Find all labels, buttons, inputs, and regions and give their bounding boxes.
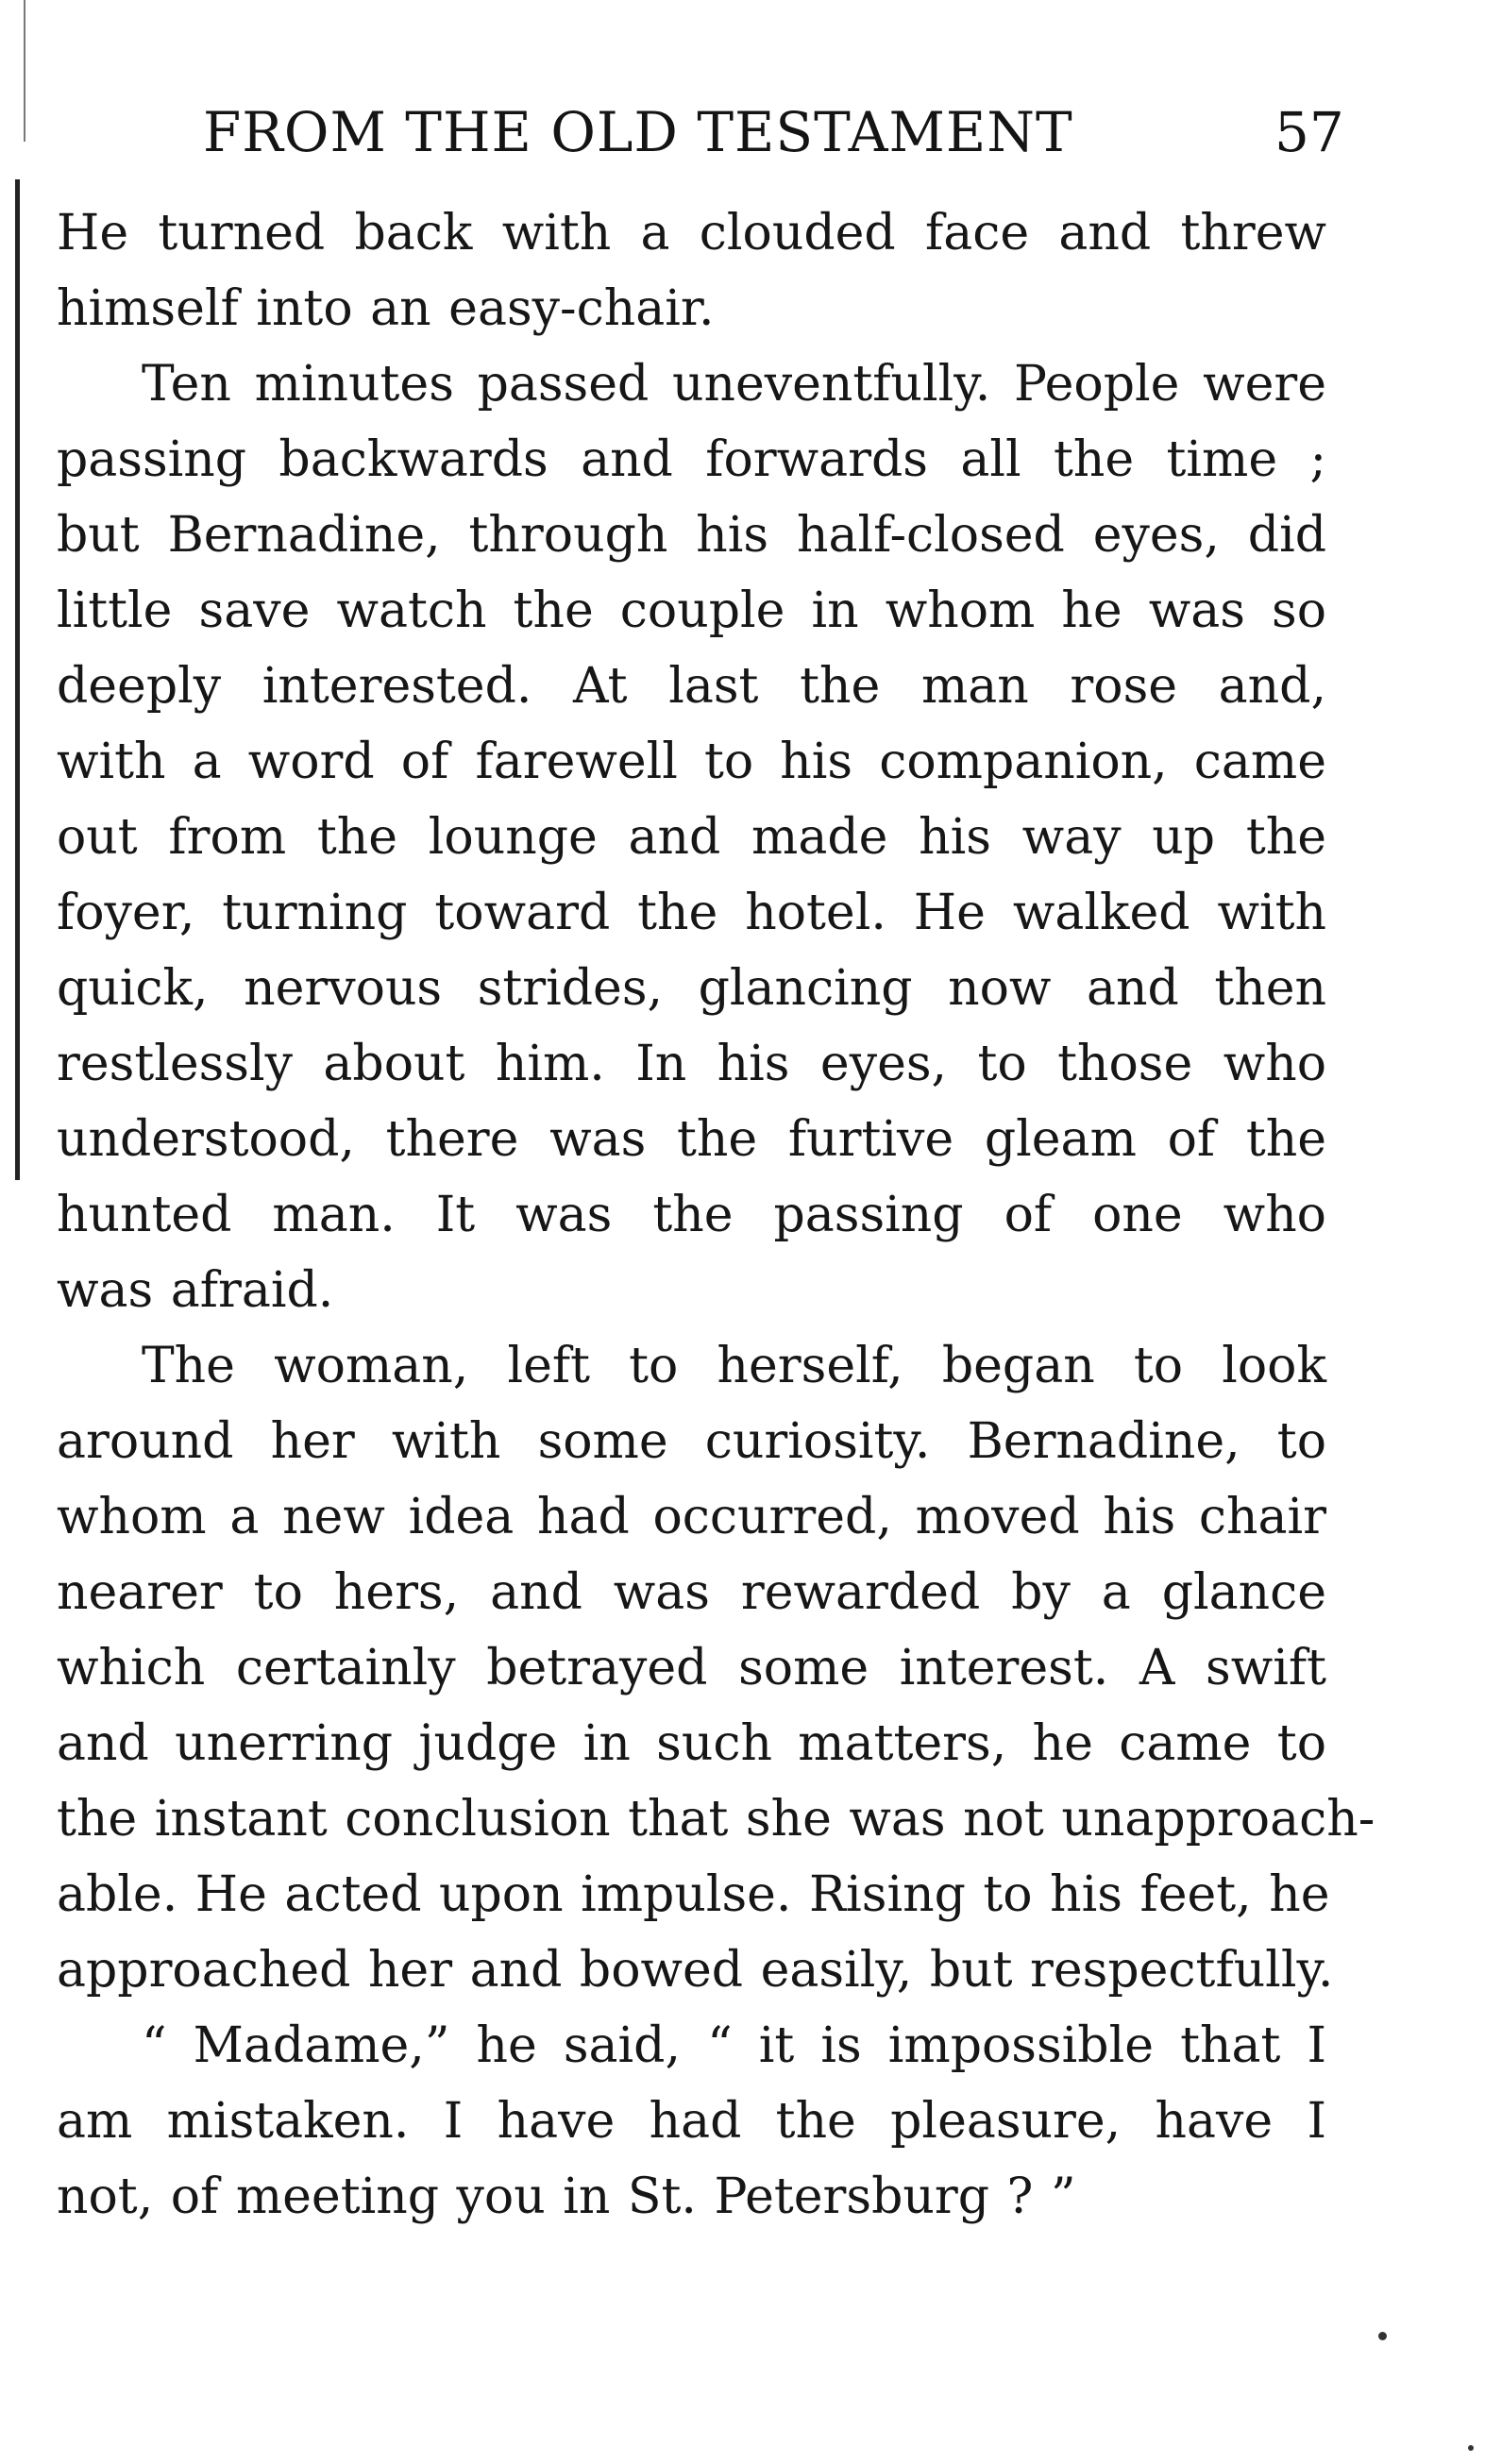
paragraph-2	[57, 346, 1326, 1328]
text-line: nearer to hers, and was rewarded by a glance	[57, 1564, 1326, 1621]
text-line: whom a new idea had occurred, moved his chair	[57, 1489, 1326, 1545]
paragraph-3	[57, 1328, 1375, 2008]
text-line: was afraid.	[57, 1262, 334, 1319]
text-line: around her with some curiosity. Bernadine, to	[57, 1413, 1326, 1470]
text-line: am mistaken. I have had the pleasure, have I	[57, 2093, 1326, 2150]
text-line: approached her and bowed easily, but respectfully.	[57, 1942, 1334, 1999]
text-line: quick, nervous strides, glancing now and then	[57, 960, 1326, 1017]
text-line: “ Madame,” he said, “ it is impossible that I	[142, 2017, 1326, 2074]
text-line: passing backwards and forwards all the time ;	[57, 431, 1326, 488]
text-line: himself into an easy-chair.	[57, 280, 715, 337]
page-header	[203, 94, 1344, 170]
text-line: Ten minutes passed uneventfully. People were	[142, 356, 1326, 413]
text-line: The woman, left to herself, began to look	[142, 1338, 1326, 1394]
text-line: out from the lounge and made his way up the	[57, 809, 1326, 866]
text-line: with a word of farewell to his companion, came	[57, 734, 1326, 790]
text-line: able. He acted upon impulse. Rising to his feet, he	[57, 1866, 1330, 1923]
text-line: which certainly betrayed some interest. A swift	[57, 1640, 1326, 1696]
text-line: deeply interested. At last the man rose and,	[57, 658, 1326, 715]
text-line: little save watch the couple in whom he was so	[57, 582, 1326, 639]
running-head: FROM THE OLD TESTAMENT	[203, 100, 1073, 164]
text-line: restlessly about him. In his eyes, to those who	[57, 1036, 1326, 1092]
text-line: understood, there was the furtive gleam of the	[57, 1111, 1326, 1168]
text-line: and unerring judge in such matters, he came to	[57, 1715, 1326, 1772]
scan-speck	[1468, 2445, 1474, 2451]
paragraph-1	[57, 195, 1326, 346]
text-line: foyer, turning toward the hotel. He walked with	[57, 885, 1326, 941]
text-line: hunted man. It was the passing of one who	[57, 1187, 1326, 1243]
scan-edge-mark	[24, 0, 25, 142]
text-line: the instant conclusion that she was not unapproach-	[57, 1791, 1375, 1848]
text-line: He turned back with a clouded face and threw	[57, 205, 1326, 262]
page-binding-shadow	[15, 179, 20, 1180]
paragraph-4	[57, 2008, 1326, 2235]
scan-speck	[1378, 2332, 1387, 2340]
text-line: but Bernadine, through his half-closed eyes, did	[57, 507, 1326, 564]
page-number: 57	[1274, 100, 1344, 164]
text-line: not, of meeting you in St. Petersburg ? ”	[57, 2169, 1076, 2225]
body-text	[57, 195, 1375, 2235]
